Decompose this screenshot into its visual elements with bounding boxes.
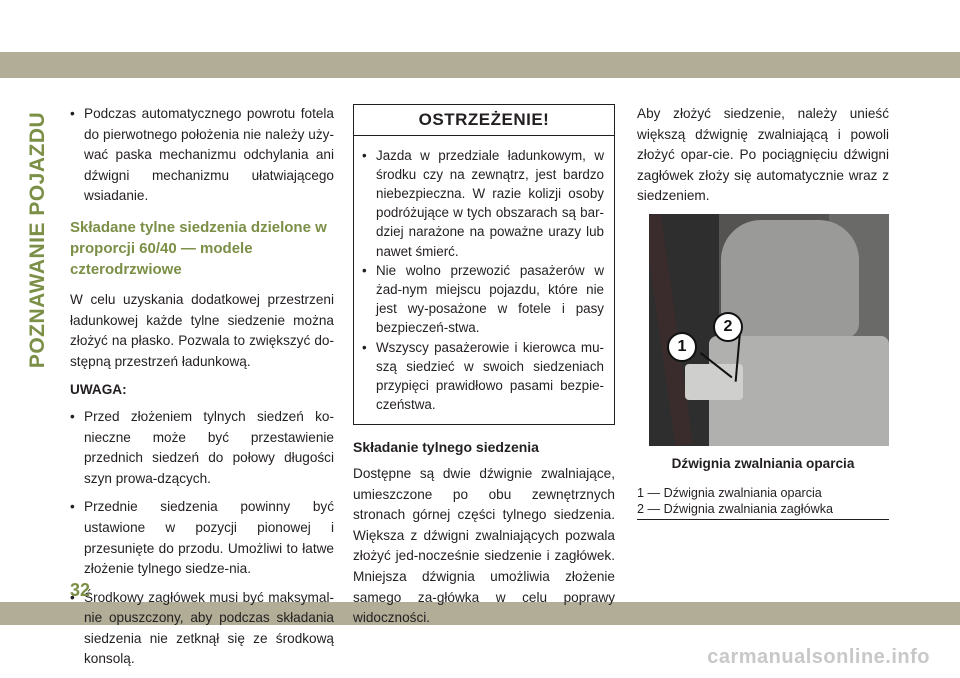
section-heading-folding-rear-seat: Składanie tylnego siedzenia bbox=[353, 439, 539, 456]
callout-2: 2 bbox=[713, 312, 743, 342]
top-band bbox=[0, 52, 960, 78]
legend-item: 1 — Dźwignia zwalniania oparcia bbox=[637, 485, 822, 500]
note-label: UWAGA: bbox=[70, 382, 127, 398]
section-side-tab bbox=[27, 104, 49, 376]
body-paragraph: Aby złożyć siedzenie, należy unieść większą dźwignię zwalniającą i powoli złożyć opar-cie. Po pociągnięciu dźwigni zagłówek złoży się automatycznie wraz z siedzeniem. bbox=[637, 106, 889, 204]
watermark-text: carmanualsonline.info bbox=[707, 646, 930, 668]
note-item: • Przednie siedzenia powinny być ustawione w pozycji pionowej i przesunięte do przodu. Umożliwi to łatwe złożenie tylnego siedze-nia. bbox=[70, 497, 334, 579]
column-middle bbox=[353, 104, 615, 629]
warning-item: • Wszyscy pasażerowie i kierowca mu-szą siedzieć w swoich siedzeniach przypięci prawidłowo pasami bezpie-czeństwa. bbox=[362, 338, 604, 415]
warning-item: • Jazda w przedziale ładunkowym, w środku czy na zewnątrz, jest bardzo niebezpieczna. W razie kolizji osoby podróżujące w tych obszarach są bar-dziej narażone na poważne urazy lub nawet śmierć. bbox=[362, 146, 604, 261]
release-lever-shape bbox=[685, 364, 743, 400]
section-side-tab-label: POZNAWANIE POJAZDU bbox=[26, 111, 50, 369]
callout-1: 1 bbox=[667, 332, 697, 362]
body-paragraph: W celu uzyskania dodatkowej przestrzeni ładunkowej każde tylne siedzenie można złożyć na płasko. Pozwala to zwiększyć do-stępną przestrzeń ładunkową. bbox=[70, 291, 334, 369]
column-left bbox=[70, 104, 334, 670]
note-item: • Przed złożeniem tylnych siedzeń ko-nieczne może być przestawienie przednich siedzeń do połowy długości szyn prowa-dzących. bbox=[70, 407, 334, 489]
section-heading-folding-seats: Składane tylne siedzenia dzielone w proporcji 60/40 — modele czterodrzwiowe bbox=[70, 218, 327, 278]
warning-title: OSTRZEŻENIE! bbox=[354, 105, 614, 136]
watermark bbox=[0, 646, 960, 669]
warning-item: • Nie wolno przewozić pasażerów w żad-nym miejscu pojazdu, które nie jest wy-posażone w fotele i pasy bezpieczeń-stwa. bbox=[362, 261, 604, 338]
page-number: 32 bbox=[70, 580, 91, 600]
note-item: • Środkowy zagłówek musi być maksymal-nie opuszczony, aby podczas składania siedzenia nie zetknął się ze środkową konsolą. bbox=[70, 588, 334, 670]
figure-caption: Dźwignia zwalniania oparcia bbox=[671, 455, 855, 471]
warning-box bbox=[353, 104, 615, 425]
legend-item: 2 — Dźwignia zwalniania zagłówka bbox=[637, 501, 889, 520]
intro-bullet: • Podczas automatycznego powrotu fotela do pierwotnego położenia nie należy uży-wać paska mechanizmu odchylania ani dźwigni mechanizmu ułatwiającego wsiadanie. bbox=[70, 104, 334, 207]
seat-release-lever-photo bbox=[649, 214, 889, 446]
column-right bbox=[637, 104, 889, 520]
body-paragraph: Dostępne są dwie dźwignie zwalniające, umieszczone po obu zewnętrznych stronach górnej części tylnego siedzenia. Większa z dźwigni zwalniających pozwala złożyć jed-nocześnie siedzenie i zagłówek. Mniejsza dźwignia umożliwia złożenie samego za-główka w celu poprawy widoczności. bbox=[353, 466, 615, 626]
